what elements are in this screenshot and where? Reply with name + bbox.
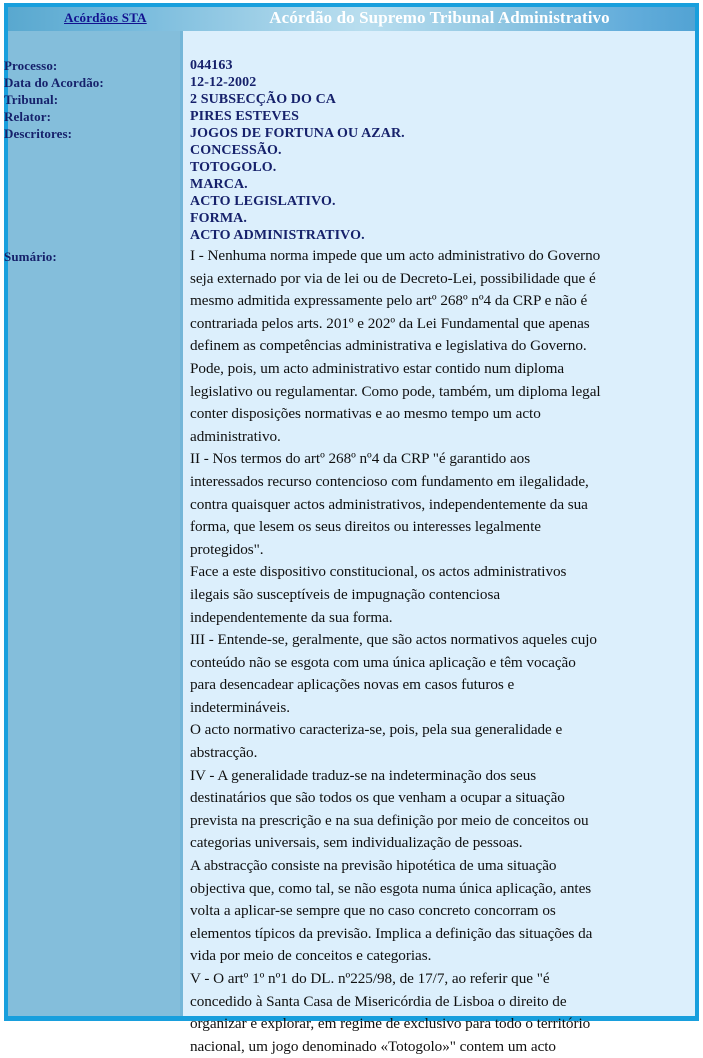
descritor-item: FORMA. <box>190 211 247 226</box>
summary-line: independentemente da sua forma. <box>190 608 393 626</box>
summary-line: conter disposições normativas e ao mesmo tempo um acto <box>190 405 541 423</box>
summary-line: para desencadear aplicações novas em casos futuros e <box>190 676 515 694</box>
field-label-processo: Processo: <box>4 58 58 73</box>
field-label-tribunal: Tribunal: <box>4 92 59 107</box>
summary-line: contra quaisquer actos administrativos, independentemente da sua <box>190 495 588 513</box>
summary-line: administrativo. <box>190 427 281 445</box>
descritor-item: TOTOGOLO. <box>190 160 277 175</box>
summary-line: mesmo admitida expressamente pelo artº 268º nº4 da CRP e não é <box>190 292 588 310</box>
summary-line: IV - A generalidade traduz-se na indeterminação dos seus <box>190 766 537 784</box>
summary-line: II - Nos termos do artº 268º nº4 da CRP "é garantido aos <box>190 450 531 468</box>
summary-line: A abstracção consiste na previsão hipotética de uma situação <box>190 857 557 875</box>
summary-line: V - O artº 1º nº1 do DL. nº225/98, de 17/7, ao referir que "é <box>190 970 550 987</box>
value-tribunal: 2 SUBSECÇÃO DO CA <box>190 92 336 107</box>
field-label-data: Data do Acordão: <box>4 75 104 90</box>
document-body <box>4 31 695 1055</box>
header-bar <box>8 7 695 31</box>
field-label-column <box>4 31 180 1016</box>
summary-line: elementos típicos da previsão. Implica a definição das situações da <box>190 924 593 942</box>
field-label-relator: Relator: <box>4 109 51 124</box>
summary-text <box>190 245 691 1058</box>
value-relator: PIRES ESTEVES <box>190 109 300 124</box>
summary-line: concedido à Santa Casa de Misericórdia de Lisboa o direito de <box>190 992 567 1010</box>
field-label-descritores: Descritores: <box>4 126 73 141</box>
summary-line: prevista na prescrição e na sua definição por meio de conceitos ou <box>190 811 589 829</box>
summary-line: volta a aplicar-se sempre que no caso concreto concorram os <box>190 902 556 920</box>
summary-line: conteúdo não se esgota com uma única aplicação e têm vocação <box>190 653 576 671</box>
descritor-item: MARCA. <box>190 177 248 192</box>
value-data-do-acordao: 12-12-2002 <box>190 75 257 90</box>
summary-line: indetermináveis. <box>190 698 290 716</box>
descritor-item: CONCESSÃO. <box>190 143 282 158</box>
summary-line: nacional, um jogo denominado «Totogolo»" contem um acto <box>190 1037 556 1055</box>
summary-line: Face a este dispositivo constitucional, os actos administrativos <box>190 563 567 581</box>
field-value-column <box>183 31 695 1055</box>
summary-line: I - Nenhuma norma impede que um acto administrativo do Governo <box>190 247 601 264</box>
summary-line: III - Entende-se, geralmente, que são actos normativos aqueles cujo <box>190 631 597 649</box>
summary-line: interessados recurso contencioso com fundamento em ilegalidade, <box>190 472 589 490</box>
summary-line: organizar e explorar, em regime de exclusivo para todo o território <box>190 1015 591 1033</box>
document-frame <box>4 3 699 1055</box>
summary-line: categorias universais, sem individualização de pessoas. <box>190 834 523 852</box>
summary-line: ilegais são susceptíveis de impugnação contenciosa <box>190 585 501 603</box>
summary-line: forma, que lesem os seus direitos ou interesses legalmente <box>190 518 541 536</box>
descritor-item: JOGOS DE FORTUNA OU AZAR. <box>190 126 405 141</box>
summary-line: O acto normativo caracteriza-se, pois, pela sua generalidade e <box>190 721 563 739</box>
summary-line: definem as competências administrativa e legislativa do Governo. <box>190 337 587 355</box>
summary-line: seja externado por via de lei ou de Decreto-Lei, possibilidade que é <box>190 269 596 287</box>
summary-line: abstracção. <box>190 744 258 762</box>
acordaos-sta-link[interactable]: Acórdãos STA <box>64 10 147 25</box>
value-processo: 044163 <box>190 58 233 73</box>
descritor-item: ACTO LEGISLATIVO. <box>190 194 336 209</box>
summary-line: Pode, pois, um acto administrativo estar contido num diploma <box>190 359 565 377</box>
summary-line: contrariada pelos arts. 201º e 202º da Lei Fundamental que apenas <box>190 314 590 332</box>
summary-line: objectiva que, como tal, se não esgota numa única aplicação, antes <box>190 879 592 897</box>
summary-line: legislativo ou regulamentar. Como pode, também, um diploma legal <box>190 382 601 400</box>
summary-line: protegidos". <box>190 540 264 558</box>
descritor-item: ACTO ADMINISTRATIVO. <box>190 228 365 243</box>
summary-line: vida por meio de conceitos e categorias. <box>190 947 432 965</box>
summary-line: destinatários que são todos os que venham a ocupar a situação <box>190 789 565 807</box>
field-label-sumario: Sumário: <box>4 249 57 264</box>
page-title: Acórdão do Supremo Tribunal Administrativo <box>269 8 610 27</box>
